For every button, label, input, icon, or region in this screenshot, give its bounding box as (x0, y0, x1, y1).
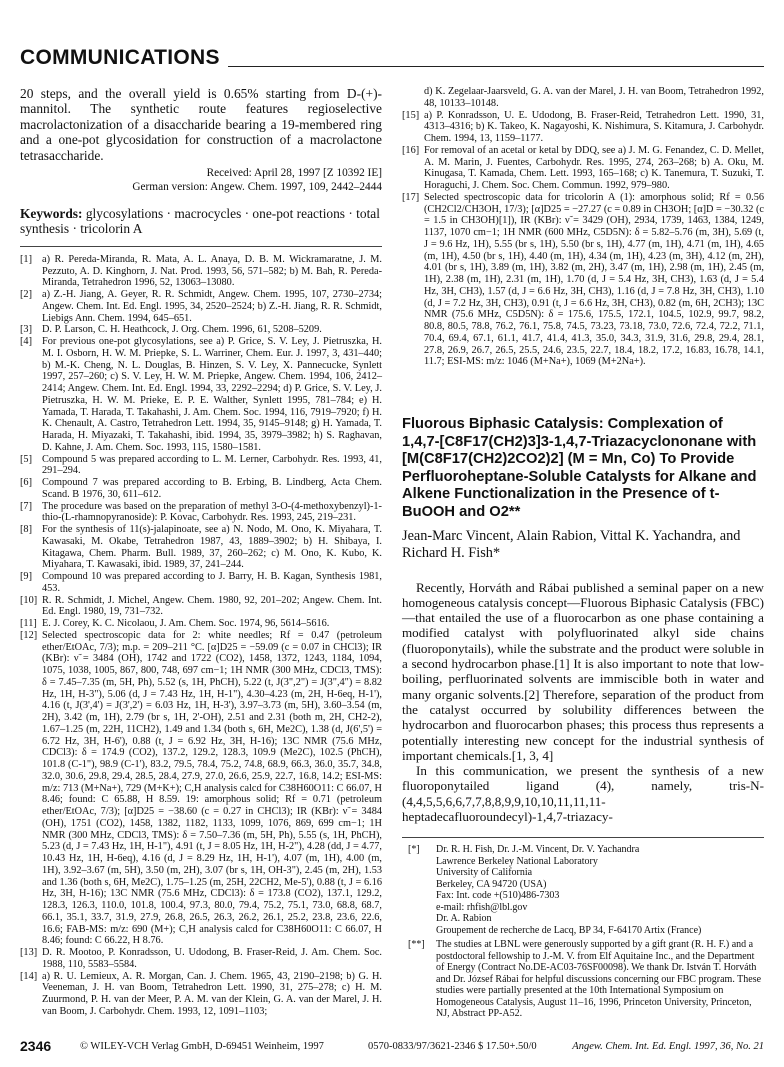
reference-number: [6] (20, 477, 33, 489)
article-authors: Jean-Marc Vincent, Alain Rabion, Vittal K. Yachandra, and Richard H. Fish* (402, 527, 741, 561)
section-header (20, 46, 764, 76)
footnote-line: Berkeley, CA 94720 (USA) (436, 878, 547, 890)
references-list-right (402, 86, 764, 368)
reference-number: [14] (20, 970, 38, 982)
reference-number: [13] (20, 947, 38, 959)
article-body (402, 580, 764, 825)
reference-text: a) R. Pereda-Miranda, R. Mata, A. L. Anaya, D. B. M. Wickramaratne, J. M. Pezzuto, A. D. Kinghorn, J. Nat. Prod. 1993, 56, 571–582; b) M. Bah, R. Pereda-Miranda, Tetrahedron 1996, 52, 13063–13080. (42, 253, 382, 289)
reference-item (20, 595, 382, 619)
reference-number: [16] (402, 144, 420, 156)
reference-item (20, 477, 382, 501)
reference-item (20, 630, 382, 947)
reference-text: d) K. Zegelaar-Jaarsveld, G. A. van der Marel, J. H. van Boom, Tetrahedron 1992, 48, 10133–10148. (424, 86, 764, 109)
reference-text: a) R. U. Lemieux, A. R. Morgan, Can. J. Chem. 1965, 43, 2190–2198; b) G. H. Veeneman, J. H. van Boom, Tetrahedron Lett. 1990, 31, 275–278; c) H. M. Zuurmond, P. H. van der Meer, P. A. M. van der Klein, G. A. van der Marel, J. H. van Boom, J. Carbohydr. Chem. 1993, 12, 1091–1103; (42, 970, 382, 1017)
keywords-label: Keywords: (20, 206, 83, 222)
publisher-line: © WILEY-VCH Verlag GmbH, D-69451 Weinheim, 1997 (80, 1041, 324, 1052)
reference-number: [8] (20, 524, 33, 536)
reference-item (20, 289, 382, 324)
left-column (20, 86, 382, 1018)
reference-text: Compound 7 was prepared according to B. Erbing, B. Lindberg, Acta Chem. Scand. B 1976, 30, 611–612. (42, 477, 382, 500)
reference-text: Compound 10 was prepared according to J. Barry, H. B. Kagan, Synthesis 1981, 453. (42, 571, 382, 594)
footnote-line: Fax: Int. code +(510)486-7303 (436, 890, 560, 902)
reference-number: [17] (402, 191, 420, 203)
reference-text: Compound 5 was prepared according to L. M. Lerner, Carbohydr. Res. 1993, 41, 291–294. (42, 453, 382, 477)
reference-text: For the synthesis of 11(s)-jalapinoate, see a) N. Nodo, M. Ono, K. Miyahara, T. Kawasaki, M. Okabe, Tetrahedron 1987, 43, 1889–3902; b) H. Shibaya, I. Kitagawa, Chem. Pharm. Bull. 1989, 37, 260–262; c) M. Ono, K. Kubo, K. Miyahara, T. Kawasaki, ibid. 1989, 37, 241–244. (42, 524, 382, 571)
reference-item (402, 145, 764, 192)
author-footnotes (402, 837, 764, 1020)
reference-item (20, 324, 382, 336)
reference-number: [1] (20, 253, 33, 265)
body-paragraph-1: Recently, Horváth and Rábai published a seminal paper on a new homogeneous catalysis concept—Fluorous Biphasic Catalysis (FBC)—that entailed the use of a fluorocarbon as one phase containing a modified catalyst with polyfluorinated alkyl side chains (fluoroponytails), while the substrate and the product were soluble in a second hydrocarbon phase.[1] It is also important to note that low-boiling, perfluorinated solvents are immiscible both in water and many organic solvents.[2] Therefore, separation of the product from the catalyst occurred by solubility differences between the hydrocarbon and fluorocarbon phases; this process thus represents a potentially interesting new concept for the industrial synthesis of important chemicals.[1, 3, 4] (402, 579, 764, 763)
reference-text: For previous one-pot glycosylations, see a) P. Grice, S. V. Ley, J. Pietruszka, H. M. I. Osborn, H. W. M. Priepke, S. L. Warriner, Chem. Eur. J. 1997, 3, 431–440; b) M.-K. Cheng, N. L. Douglas, B. Hinzen, S. V. Ley, X. Pannecucke, Synlett 1997, 257–260; c) S. V. Ley, H. W. M. Priepke, Angew. Chem. 1994, 106, 2412–2414; Angew. Chem. Int. Ed. Engl. 1994, 33, 2292–2294; d) P. Grice, S. V. Ley, J. Pietruszka, H. W. M. Prieke, E. P. E. Walther, Synlett 1995, 781–784; e) H. Yamada, T. Harada, T. Takahashi, J. Am. Chem. Soc. 1994, 116, 7919–7920; f) H. K. Chenault, A. Castro, Tetrahedron Lett. 1994, 35, 9145–9148; g) H. Yamada, T. Harada, H. Miyazaki, T. Takahashi, ibid. 1994, 35, 3979–3982; h) S. Raghavan, D. Kahne, J. Am. Chem. Soc. 1993, 115, 1580–1581. (42, 336, 382, 453)
reference-number: [15] (402, 109, 420, 121)
reference-number: [2] (20, 289, 33, 301)
footnote-line: Dr. R. H. Fish, Dr. J.-M. Vincent, Dr. V. Yachandra (436, 844, 640, 856)
reference-item (20, 336, 382, 454)
reference-item (20, 571, 382, 595)
reference-item (20, 947, 382, 971)
reference-text: a) P. Konradsson, U. E. Udodong, B. Fraser-Reid, Tetrahedron Lett. 1990, 31, 4313–4316; b) K. Takeo, K. Nagayoshi, K. Nishimura, S. Kitamura, J. Carbohydr. Chem. 1994, 13, 1159–1177. (424, 109, 764, 144)
received-date: Received: April 28, 1997 [Z 10392 IE] (206, 167, 382, 180)
reference-item (402, 110, 764, 145)
footnote-mark: [**] (408, 939, 425, 951)
intro-paragraph: 20 steps, and the overall yield is 0.65% starting from D-(+)-mannitol. The synthetic route features regioselective macrolactonization of a disaccharide bearing a 19-membered ring and a one-pot glycosidation for construction of a macrolactone tetrasaccharide. (20, 86, 382, 163)
keywords (20, 206, 382, 237)
reference-number: [11] (20, 618, 37, 630)
reference-text: a) Z.-H. Jiang, A. Geyer, R. R. Schmidt, Angew. Chem. 1995, 107, 2730–2734; Angew. Chem. Int. Ed. Engl. 1995, 34, 2520–2524; b) Z.-H. Jiang, R. R. Schmidt, Liebigs Ann. Chem. 1994, 645–651. (42, 289, 382, 324)
reference-text: D. P. Larson, C. H. Heathcock, J. Org. Chem. 1996, 61, 5208–5209. (42, 324, 322, 336)
body-paragraph-2: In this communication, we present the synthesis of a new fluoroponytailed ligand (4), namely, tris-N-(4,4,5,5,6,6,7,7,8,8,9,9,10,10,11,11,11-heptadecafluoroundecyl)-1,4,7-triazacy- (402, 763, 764, 825)
reference-item (20, 501, 382, 525)
journal-citation: Angew. Chem. Int. Ed. Engl. 1997, 36, No. 21 (572, 1041, 764, 1052)
reference-item (20, 454, 382, 478)
reference-number: [9] (20, 571, 33, 583)
reference-text: For removal of an acetal or ketal by DDQ, see a) J. M. G. Fenandez, C. D. Mellet, A. M. Marin, J. Fuentes, Carbohydr. Res. 1995, 274, 263–268; b) A. Oku, M. Kinugasa, T. Kamada, Chem. Lett. 1993, 165–168; c) K. Tanemura, T. Suzuki, T. Horaguchi, J. Chem. Soc. Chem. Commun. 1992, 979–980. (424, 144, 764, 191)
section-label: COMMUNICATIONS (20, 46, 220, 69)
reference-item (20, 524, 382, 571)
footnote-line: Dr. A. Rabion (436, 913, 492, 925)
reference-number: [3] (20, 324, 33, 336)
article-code: 0570-0833/97/3621-2346 $ 17.50+.50/0 (368, 1041, 537, 1052)
footnote-acknowledgement (402, 939, 764, 1020)
footnote-line: e-mail: rhfish@lbl.gov (436, 901, 528, 913)
footnote-line: Groupement de recherche de Lacq, BP 34, F-64170 Artix (France) (436, 924, 702, 936)
footnote-line: Lawrence Berkeley National Laboratory (436, 855, 598, 867)
reference-item (20, 971, 382, 1018)
reference-text: R. R. Schmidt, J. Michel, Angew. Chem. 1980, 92, 201–202; Angew. Chem. Int. Ed. Engl. 1980, 19, 731–732. (42, 594, 382, 618)
footnote-text: The studies at LBNL were generously supported by a gift grant (R. H. F.) and a postdoctoral fellowship to J.-M. V. from Elf Aquitaine Inc., and the Department of Energy (Contract No.DE-AC03-76SF00098). We thank Dr. István T. Horváth and Dr. József Rábai for helpful discussions concerning our FBC program. These studies were partially presented at the 10th International Symposium on Homogeneous Catalysis, August 11–16, 1996, Princeton University, Princeton, NJ, Abstract PP-A52. (436, 939, 762, 1020)
german-version: German version: Angew. Chem. 1997, 109, 2442–2444 (132, 180, 382, 193)
reference-item (402, 192, 764, 368)
page-footer (20, 1038, 764, 1054)
reference-text: E. J. Corey, K. C. Nicolaou, J. Am. Chem. Soc. 1974, 96, 5614–5616. (42, 618, 330, 630)
footnote-affiliation (402, 844, 764, 936)
reference-text: D. R. Mootoo, P. Konradsson, U. Udodong, B. Fraser-Reid, J. Am. Chem. Soc. 1988, 110, 5583–5584. (42, 947, 382, 970)
reference-item (20, 618, 382, 630)
page-number: 2346 (20, 1038, 52, 1054)
footnote-line: University of California (436, 867, 533, 879)
right-column (402, 86, 764, 1023)
reference-number: [5] (20, 453, 33, 465)
reference-item (402, 86, 764, 110)
reference-item (20, 254, 382, 289)
reference-number: [10] (20, 594, 38, 606)
footnote-mark: [*] (408, 844, 420, 856)
reference-text: The procedure was based on the preparation of methyl 3-O-(4-methoxybenzyl)-1-thio-(L-rhamnopyranoside): P. Kovac, Carbohydr. Res. 1993, 245, 219–231. (42, 500, 382, 524)
references-divider (20, 246, 382, 247)
received-info (20, 167, 382, 194)
reference-number: [4] (20, 336, 33, 348)
keywords-text: glycosylations · macrocycles · one-pot reactions · total synthesis · tricolorin A (20, 206, 380, 237)
article-title: Fluorous Biphasic Catalysis: Complexation of 1,4,7-[C8F17(CH2)3]3-1,4,7-Triazacyclononane with [M(C8F17(CH2)2CO2)2] (M = Mn, Co) To Provide Perfluoroheptane-Soluble Catalysts for Alkane and Alkene Functionalization in the Presence of t-BuOOH and O2** (402, 416, 757, 520)
header-rule (228, 66, 764, 67)
reference-text: Selected spectroscopic data for tricolorin A (1): amorphous solid; Rf = 0.56 (CH2Cl2/CH3OH, 17/3); [α]D25 = −27.27 (c = 0.89 in CH3OH; [α]D = −30.32 (c = 1.5 in CH3OH)[1]), IR (KBr): ν̃ = 3429 (OH), 2934, 1739, 1463, 1384, 1249, 1137, 1070 cm−1; 1H NMR (600 MHz, C5D5N): δ = 5.82–5.76 (m, 3H), 5.69 (t, J = 9.6 Hz, 1H), 5.55 (br s, 1H), 5.50 (br s, 1H), 4.77 (m, 1H), 4.71 (m, 1H), 4.65 (m, 1H), 4.50 (br s, 1H), 4.40 (m, 1H), 4.34 (m, 1H), 4.23 (m, 3H), 4.12 (m, 2H), 4.01 (br s, 1H), 3.89 (m, 1H), 3.82 (m, 2H), 3.47 (m, 1H), 2.98 (m, 1H), 2.45 (m, 1H), 2.38 (m, 1H), 2.31 (m, 1H), 1.70 (d, J = 5.4 Hz, 3H, CH3), 1.63 (d, J = 5.4 Hz, 3H, CH3), 1.57 (d, J = 6.6 Hz, 3H, CH3), 1.16 (d, J = 7.8 Hz, 3H, CH3), 1.10 (d, J = 7.2 Hz, 3H, CH3), 0.91 (t, J = 6.6 Hz, 3H, CH3), 0.82 (m, 6H, 2CH3); 13C NMR (75.6 MHz, C5D5N): δ = 175.6, 175.5, 172.1, 104.5, 102.9, 99.7, 98.2, 80.8, 80.5, 78.8, 76.2, 76.1, 75.8, 74.5, 73.23, 73.18, 73.0, 72.6, 72.4, 72.2, 71.1, 70.4, 69.4, 67.1, 61.1, 41.7, 41.4, 41.3, 35.0, 34.3, 31.9, 31.6, 29.8, 29.4, 28.1, 27.8, 26.9, 26.7, 26.5, 25.5, 24.6, 23.5, 22.7, 18.4, 18.2, 17.2, 16.83, 16.78, 14.1, 11.7; ESI-MS: m/z: 1046 (M+Na+), 1069 (M+2Na+). (424, 191, 764, 368)
reference-text: Selected spectroscopic data for 2: white needles; Rf = 0.47 (petroleum ether/EtOAc, 7/3); m.p. = 209–211 °C. [α]D25 = −59.09 (c = 0.07 in CHCl3); IR (KBr): ν̃ = 3484 (OH), 1742 and 1722 (CO2), 1458, 1372, 1243, 1184, 1094, 1075, 1038, 1005, 867, 800, 748, 697 cm−1; 1H NMR (300 MHz, CDCl3, TMS): δ = 7.45–7.35 (m, 5H, Ph), 5.52 (s, 1H, PhCH), 5.22 (t, J(3",2") = J(3",4") = 8.82 Hz, 1H, H-3"), 5.06 (d, J = 7.43 Hz, 1H, H-1"), 4.30–4.23 (m, 2H, H-6eq, H-1'), 4.16 (t, J(3',4') = J(3',2') = 6.03 Hz, 1H, H-3'), 3.97–3.73 (m, 5H), 3.60–3.54 (m, 2H), 3.42 (m, 1H), 2.79 (br s, 1H, 2'-OH), 2.51 and 2.31 (both m, 2H, CH2-2), 1.67–1.25 (m, 22H, 11CH2), 1.49 and 1.34 (both s, 6H, Me2C), 1.38 (d, J(6',5') = 6.72 Hz, 3H, H-6'), 0.88 (t, J = 6.92 Hz, 3H, H-16); 13C NMR (75.6 MHz, CDCl3): δ = 174.9 (CO2), 137.2, 129.2, 128.3, 109.9 (Me2C), 102.5 (PhCH), 101.8 (C-1"), 98.9 (C-1'), 83.2, 79.5, 78.4, 75.2, 74.8, 68.9, 66.3, 36.0, 35.7, 34.8, 32.0, 30.6, 29.8, 29.4, 28.5, 28.4, 27.9, 27.0, 26.6, 25.9, 22.7, 16.8, 14.2; ESI-MS: m/z: 713 (M+Na+), 729 (M+K+); C,H analysis calcd for C38H60O11: C 66.07, H 8.46; found: C 65.88, H 8.59. 19: amorphous solid; Rf = 0.71 (petroleum ether/EtOAc, 7/3); [α]D25 = −38.60 (c = 0.27 in CHCl3); IR (KBr): ν̃ = 3484 (OH), 1751 (CO2), 1458, 1382, 1182, 1133, 1099, 1076, 869, 699 cm−1; 1H NMR (300 MHz, CDCl3, TMS): δ = 7.50–7.36 (m, 5H, Ph), 5.55 (s, 1H, PhCH), 5.23 (d, J = 7.43 Hz, 1H, H-1"), 4.91 (t, J = 8.05 Hz, 1H, H-2"), 4.28 (dd, J = 4.77, 10.43 Hz, 1H, H-6eq), 4.16 (d, J = 8.29 Hz, 1H, H-1'), 4.07 (m, 1H), 4.00 (m, 1H), 3.92–3.67 (m, 5H), 3.50 (m, 2H), 3.07 (br s, 1H, OH-3"), 2.45 (m, 2H), 1.53 and 1.36 (both s, 6H, Me2C), 1.75–1.25 (m, 25H, 22CH2, Me-5'), 0.88 (t, J = 6.16 Hz, 3H, H-16); 13C NMR (75.6 MHz, CDCl3): δ = 173.8 (CO2), 137.1, 129.2, 128.3, 126.3, 110.0, 101.8, 100.4, 97.3, 80.0, 79.4, 75.2, 75.1, 73.0, 68.8, 68.7, 66.1, 35.1, 33.7, 31.9, 27.9, 26.8, 26.5, 26.3, 26.2, 26.1, 25.2, 23.8, 23.6, 22.6, 16.6; FAB-MS: m/z: 690 (M+); C,H analysis calcd for C38H60O11: C 66.07, H 8.46; found: C 66.22, H 8.76. (42, 629, 382, 947)
reference-number: [7] (20, 500, 33, 512)
reference-number: [12] (20, 629, 38, 641)
references-list-left (20, 254, 382, 1018)
